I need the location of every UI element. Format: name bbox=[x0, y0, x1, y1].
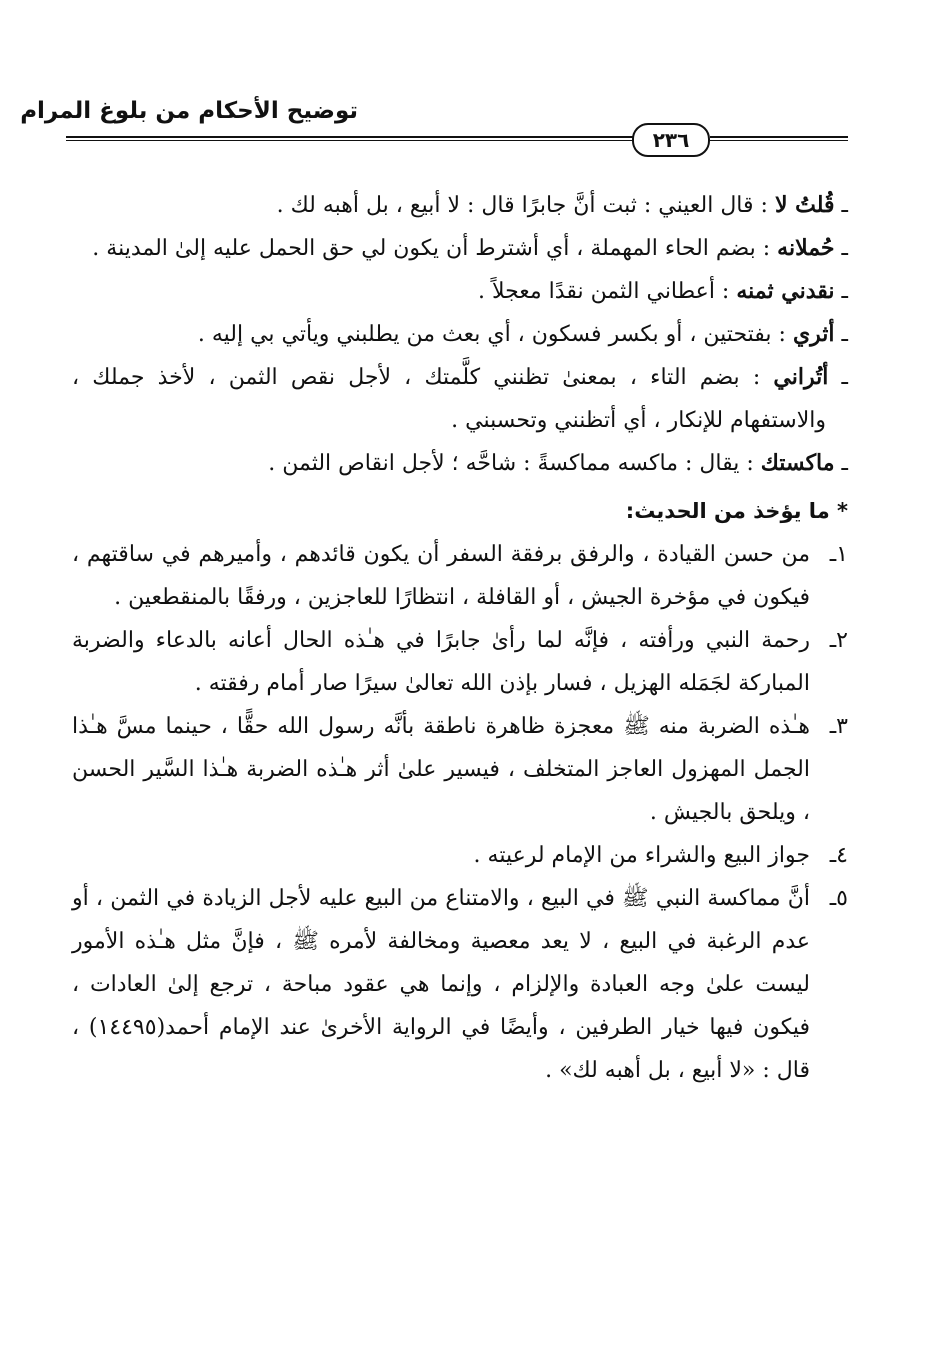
point-text: جواز البيع والشراء من الإمام لرعيته . bbox=[473, 843, 810, 868]
glossary-definition: : بفتحتين ، أو بكسر فسكون ، أي بعث من يطلبني ويأتي بي إليه . bbox=[197, 322, 786, 347]
page-content bbox=[72, 184, 848, 1092]
page-number: ٢٣٦ bbox=[632, 123, 710, 157]
glossary-definition: : بضم الحاء المهملة ، أي أشترط أن يكون لي حق الحمل عليه إلىٰ المدينة . bbox=[92, 236, 771, 261]
point-text: أنَّ مماكسة النبي ﷺ في البيع ، والامتناع من البيع عليه لأجل الزيادة في الثمن ، أو عدم الرغبة في البيع ، لا يعد معصية ومخالفة لأمره ﷺ ، فإنَّ مثل هـٰذه الأمور ليست علىٰ وجه العبادة والإلزام ، وإنما هي عقود مباحة ، ترجع إلىٰ العادات ، فيكون فيها خيار الطرفين ، وأيضًا في الرواية الأخرىٰ عند الإمام أحمد(١٤٤٩٥) ، قال : «لا أبيع ، بل أهبه لك» . bbox=[72, 886, 810, 1083]
header-rule-left bbox=[66, 136, 634, 141]
point-number: ٤ـ bbox=[829, 843, 848, 868]
glossary-term: قُلتُ لا bbox=[774, 192, 835, 218]
numbered-point bbox=[72, 619, 848, 705]
glossary-term: أتُراني bbox=[773, 364, 829, 390]
section-heading: * ما يؤخذ من الحديث: bbox=[625, 499, 848, 523]
book-title: توضيح الأحكام من بلوغ المرام bbox=[20, 98, 358, 124]
point-text: من حسن القيادة ، والرفق برفقة السفر أن يكون قائدهم ، وأميرهم في ساقتهم ، فيكون في مؤخرة الجيش ، أو القافلة ، انتظارًا للعاجزين ، ورفقًا بالمنقطعين . bbox=[72, 542, 810, 610]
point-number: ١ـ bbox=[829, 542, 848, 567]
page-header bbox=[20, 92, 848, 162]
numbered-point bbox=[72, 834, 848, 877]
glossary-term: ماكستك bbox=[760, 450, 835, 476]
point-text: رحمة النبي ورأفته ، فإنَّه لما رأىٰ جابرًا في هـٰذه الحال أعانه بالدعاء والضربة المباركة لجَمَله الهزيل ، فسار بإذن الله تعالىٰ سيرًا صار أمام رفقته . bbox=[72, 628, 810, 696]
numbered-point bbox=[72, 877, 848, 1092]
glossary-definition: : قال العيني : ثبت أنَّ جابرًا قال : لا أبيع ، بل أهبه لك . bbox=[276, 193, 768, 218]
glossary-entry: ـ نقدني ثمنه : أعطاني الثمن نقدًا معجلاً . bbox=[477, 278, 848, 304]
numbered-point bbox=[72, 533, 848, 619]
glossary-definition: : يقال : ماكسه مماكسةً : شاحَّه ؛ لأجل انقاص الثمن . bbox=[268, 451, 754, 476]
glossary-entry: ـ أتُراني : بضم التاء ، بمعنىٰ تظنني كلَّمتك ، لأجل نقص الثمن ، لأخذ جملك ، والاستفهام للإنكار ، أي أتظنني وتحسبني . bbox=[72, 364, 848, 433]
glossary-term: حُملانه bbox=[777, 235, 835, 261]
numbered-point bbox=[72, 705, 848, 834]
glossary-entry: ـ قُلتُ لا : قال العيني : ثبت أنَّ جابرًا قال : لا أبيع ، بل أهبه لك . bbox=[276, 192, 848, 218]
point-number: ٥ـ bbox=[829, 886, 848, 911]
point-text: هـٰذه الضربة منه ﷺ معجزة ظاهرة ناطقة بأنَّه رسول الله حقًّا ، حينما مسَّ هـٰذا الجمل المهزول العاجز المتخلف ، فيسير علىٰ أثر هـٰذه الضربة هـٰذا السَّير الحسن ، ويلحق بالجيش . bbox=[72, 714, 810, 825]
header-rule-right bbox=[710, 136, 848, 141]
glossary-term: نقدني ثمنه bbox=[736, 278, 835, 304]
point-number: ٣ـ bbox=[829, 714, 848, 739]
glossary-entry: ـ أثري : بفتحتين ، أو بكسر فسكون ، أي بعث من يطلبني ويأتي بي إليه . bbox=[197, 321, 848, 347]
glossary-term: أثري bbox=[792, 321, 835, 347]
glossary-definition: : أعطاني الثمن نقدًا معجلاً . bbox=[477, 279, 730, 304]
glossary-entry: ـ حُملانه : بضم الحاء المهملة ، أي أشترط أن يكون لي حق الحمل عليه إلىٰ المدينة . bbox=[92, 235, 848, 261]
glossary-definition: : بضم التاء ، بمعنىٰ تظنني كلَّمتك ، لأجل نقص الثمن ، لأخذ جملك ، والاستفهام للإنكار ، أي أتظنني وتحسبني . bbox=[72, 365, 826, 433]
point-number: ٢ـ bbox=[829, 628, 848, 653]
glossary-entry: ـ ماكستك : يقال : ماكسه مماكسةً : شاحَّه ؛ لأجل انقاص الثمن . bbox=[268, 450, 848, 476]
